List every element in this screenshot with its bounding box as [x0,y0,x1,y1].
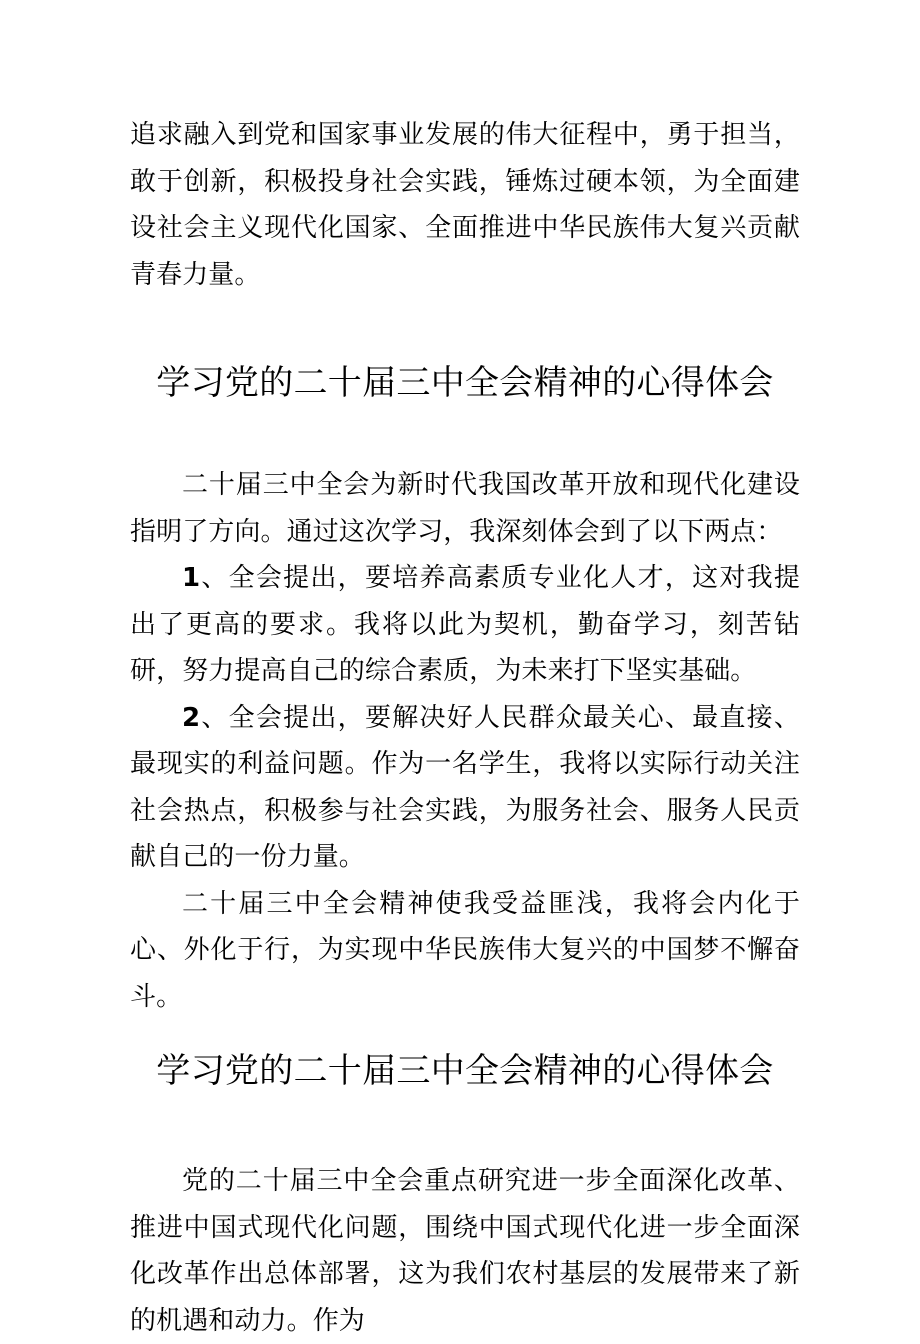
section2-intro-paragraph: 党的二十届三中全会重点研究进一步全面深化改革、推进中国式现代化问题，围绕中国式现代化进一步全面深化改革作出总体部署，这为我们农村基层的发展带来了新的机遇和动力。作为 [130,1166,800,1336]
point-text: 、全会提出，要培养高素质专业化人才，这对我提出了更高的要求。我将以此为契机，勤奋学习，刻苦钻研，努力提高自己的综合素质，为未来打下坚实基础。 [130,563,800,686]
spacer [130,1020,800,1048]
point-number: 1 [182,563,201,593]
point-text: 、全会提出，要解决好人民群众最关心、最直接、最现实的利益问题。作为一名学生，我将以实际行动关注社会热点，积极参与社会实践，为服务社会、服务人民贡献自己的一份力量。 [130,702,800,872]
spacer [130,1094,800,1158]
document-body [130,112,800,1344]
section1-conclusion-paragraph: 二十届三中全会精神使我受益匪浅，我将会内化于心、外化于行，为实现中华民族伟大复兴的中国梦不懈奋斗。 [130,888,800,1012]
section-title-1: 学习党的二十届三中全会精神的心得体会 [156,363,774,403]
spacer [130,406,800,462]
continuation-paragraph: 追求融入到党和国家事业发展的伟大征程中，勇于担当，敢于创新，积极投身社会实践，锤炼过硬本领，为全面建设社会主义现代化国家、全面推进中华民族伟大复兴贡献青春力量。 [130,120,800,290]
section1-point-1 [130,555,800,695]
point-number: 2 [182,702,201,733]
spacer [130,298,800,360]
section-title-2: 学习党的二十届三中全会精神的心得体会 [156,1051,774,1091]
section1-intro-paragraph: 二十届三中全会为新时代我国改革开放和现代化建设指明了方向。通过这次学习，我深刻体会到了以下两点： [130,470,800,547]
section1-point-2 [130,695,800,881]
